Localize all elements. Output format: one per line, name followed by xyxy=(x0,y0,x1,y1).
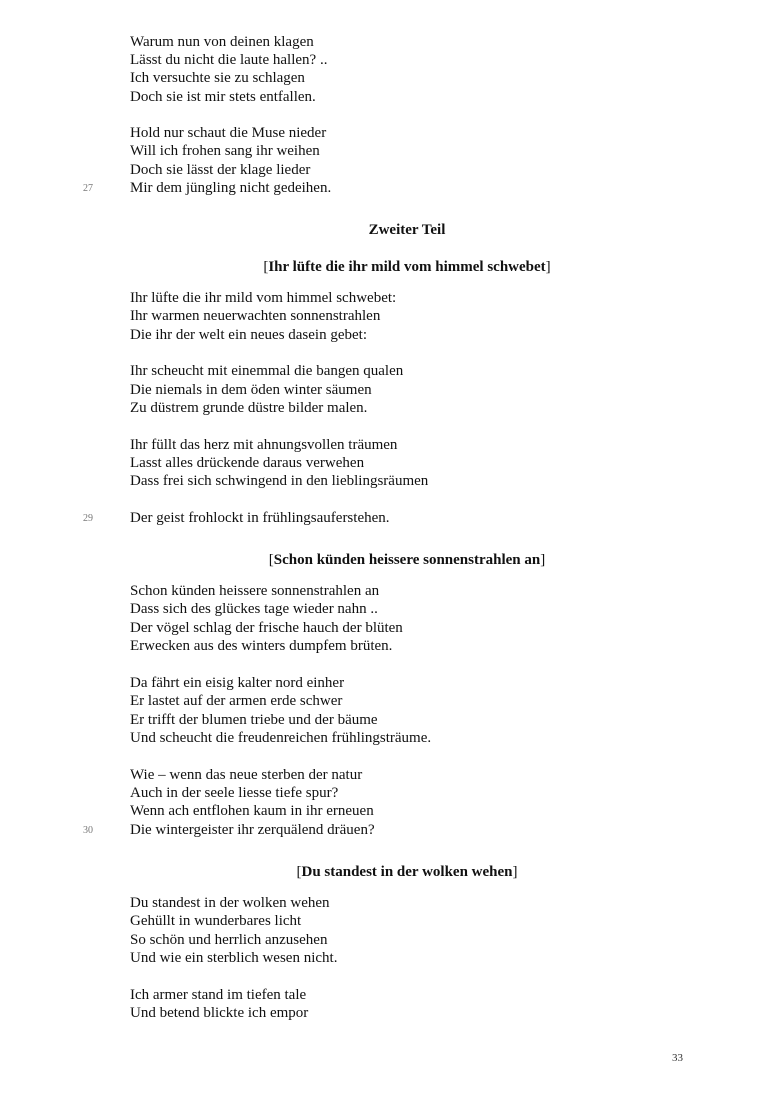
verse-line: Der vögel schlag der frische hauch der blüten xyxy=(130,620,403,636)
verse-line: Ich versuchte sie zu schlagen xyxy=(130,70,305,86)
page-number: 33 xyxy=(672,1052,683,1064)
verse-line: Erwecken aus des winters dumpfem brüten. xyxy=(130,638,393,654)
verse-line: Er trifft der blumen triebe und der bäume xyxy=(130,712,378,728)
verse-line: Zu düstrem grunde düstre bilder malen. xyxy=(130,400,368,416)
verse-line: Der geist frohlockt in frühlingsauferstehen. xyxy=(130,510,390,526)
verse-line: Doch sie ist mir stets entfallen. xyxy=(130,89,316,105)
verse-line: Er lastet auf der armen erde schwer xyxy=(130,693,343,709)
verse-line: Ich armer stand im tiefen tale xyxy=(130,987,307,1003)
verse-line: Ihr füllt das herz mit ahnungsvollen träumen xyxy=(130,437,398,453)
verse-line: Und wie ein sterblich wesen nicht. xyxy=(130,950,338,966)
margin-reference: 29 xyxy=(83,513,93,524)
verse-line: Auch in der seele liesse tiefe spur? xyxy=(130,785,339,801)
poem-title: [Schon künden heissere sonnenstrahlen an] xyxy=(268,552,546,568)
verse-line: Hold nur schaut die Muse nieder xyxy=(130,125,327,141)
verse-line: Warum nun von deinen klagen xyxy=(130,34,314,50)
verse-line: Du standest in der wolken wehen xyxy=(130,895,330,911)
verse-line: Wie – wenn das neue sterben der natur xyxy=(130,767,363,783)
poem-title-text: Du standest in der wolken wehen xyxy=(301,864,513,880)
verse-line: Und scheucht die freudenreichen frühlingsträume. xyxy=(130,730,432,746)
poem-title: [Du standest in der wolken wehen] xyxy=(296,864,518,880)
verse-line: Die ihr der welt ein neues dasein gebet: xyxy=(130,327,367,343)
poem-title: [Ihr lüfte die ihr mild vom himmel schwebet] xyxy=(263,259,551,275)
verse-line: Und betend blickte ich empor xyxy=(130,1005,309,1021)
verse-line: Ihr warmen neuerwachten sonnenstrahlen xyxy=(130,308,381,324)
margin-reference: 27 xyxy=(83,183,93,194)
verse-line: Schon künden heissere sonnenstrahlen an xyxy=(130,583,380,599)
verse-line: Die niemals in dem öden winter säumen xyxy=(130,382,372,398)
verse-line: So schön und herrlich anzusehen xyxy=(130,932,328,948)
poem-title-text: Ihr lüfte die ihr mild vom himmel schwebet xyxy=(268,259,546,275)
verse-line: Wenn ach entflohen kaum in ihr erneuen xyxy=(130,803,374,819)
margin-reference: 30 xyxy=(83,825,93,836)
verse-line: Doch sie lässt der klage lieder xyxy=(130,162,311,178)
verse-line: Will ich frohen sang ihr weihen xyxy=(130,143,320,159)
verse-line: Da fährt ein eisig kalter nord einher xyxy=(130,675,345,691)
verse-line: Gehüllt in wunderbares licht xyxy=(130,913,302,929)
verse-line: Lässt du nicht die laute hallen? .. xyxy=(130,52,328,68)
verse-line: Lasst alles drückende daraus verwehen xyxy=(130,455,365,471)
verse-line: Ihr scheucht mit einemmal die bangen qualen xyxy=(130,363,404,379)
verse-line: Dass sich des glückes tage wieder nahn .. xyxy=(130,601,378,617)
verse-line: Die wintergeister ihr zerquälend dräuen? xyxy=(130,822,375,838)
verse-line: Dass frei sich schwingend in den lieblingsräumen xyxy=(130,473,429,489)
section-title: Zweiter Teil xyxy=(368,222,446,238)
verse-line: Ihr lüfte die ihr mild vom himmel schwebet: xyxy=(130,290,397,306)
verse-line: Mir dem jüngling nicht gedeihen. xyxy=(130,180,332,196)
poem-title-text: Schon künden heissere sonnenstrahlen an xyxy=(273,552,541,568)
